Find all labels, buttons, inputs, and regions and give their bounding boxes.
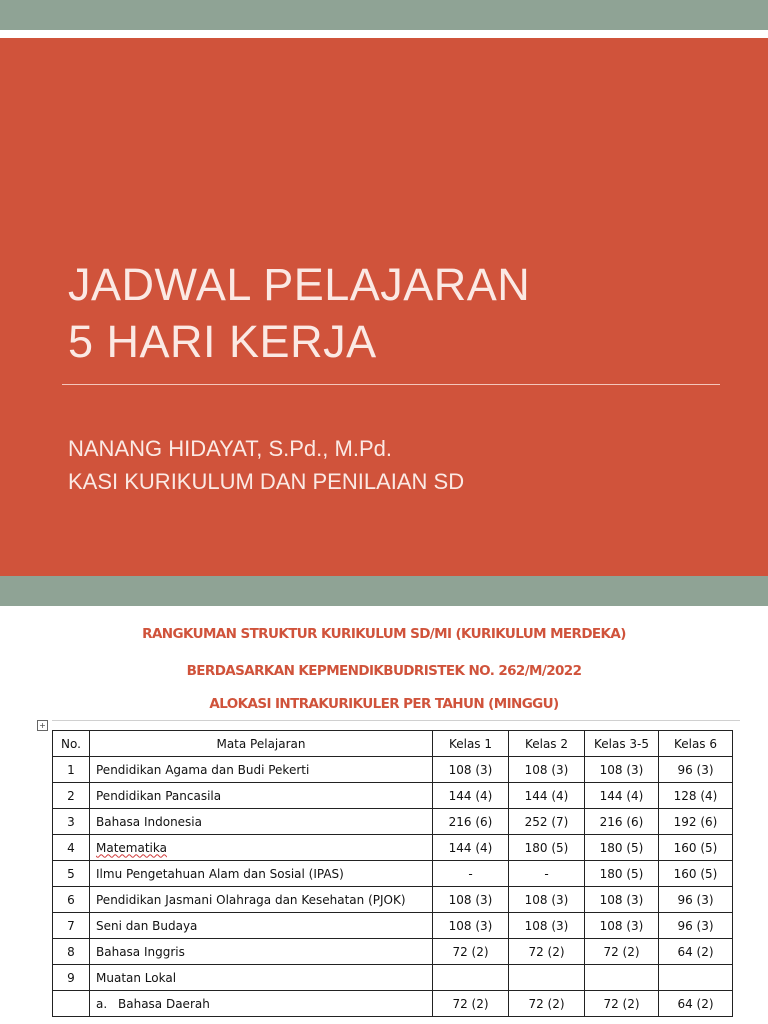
row-number — [53, 991, 90, 1017]
row-subject — [90, 835, 433, 861]
row-kelas-3-5: 108 (3) — [585, 887, 659, 913]
row-kelas-1: 144 (4) — [433, 783, 509, 809]
row-kelas-6: 192 (6) — [659, 809, 733, 835]
row-kelas-2: 108 (3) — [509, 757, 585, 783]
sub-item-bullet: a. — [96, 996, 108, 1011]
header-kelas-1: Kelas 1 — [433, 731, 509, 757]
table-row — [53, 809, 733, 835]
row-kelas-1: 72 (2) — [433, 991, 509, 1017]
row-kelas-3-5 — [585, 965, 659, 991]
row-kelas-6: 64 (2) — [659, 991, 733, 1017]
row-subject-text: Matematika — [96, 840, 167, 855]
row-kelas-6: 160 (5) — [659, 835, 733, 861]
row-kelas-3-5: 108 (3) — [585, 913, 659, 939]
row-kelas-3-5: 180 (5) — [585, 861, 659, 887]
row-subject: Bahasa Indonesia — [90, 809, 433, 835]
header-subject: Mata Pelajaran — [90, 731, 433, 757]
row-kelas-2: 72 (2) — [509, 991, 585, 1017]
row-kelas-1: 108 (3) — [433, 887, 509, 913]
row-kelas-2 — [509, 965, 585, 991]
row-subject: Bahasa Inggris — [90, 939, 433, 965]
row-kelas-3-5: 72 (2) — [585, 991, 659, 1017]
table-header-row — [53, 731, 733, 757]
table-row — [53, 783, 733, 809]
row-kelas-1: 72 (2) — [433, 939, 509, 965]
top-white-stripe — [0, 30, 768, 38]
row-kelas-3-5: 216 (6) — [585, 809, 659, 835]
row-number: 3 — [53, 809, 90, 835]
row-kelas-2: 144 (4) — [509, 783, 585, 809]
row-kelas-6: 96 (3) — [659, 757, 733, 783]
row-kelas-6: 96 (3) — [659, 913, 733, 939]
author-name: NANANG HIDAYAT, S.Pd., M.Pd. — [68, 436, 392, 461]
row-kelas-3-5: 72 (2) — [585, 939, 659, 965]
row-number: 1 — [53, 757, 90, 783]
row-kelas-1: 108 (3) — [433, 913, 509, 939]
table-row — [53, 939, 733, 965]
header-kelas-6: Kelas 6 — [659, 731, 733, 757]
middle-accent-band — [0, 576, 768, 606]
row-number: 6 — [53, 887, 90, 913]
slide-title — [68, 256, 530, 370]
header-kelas-3-5: Kelas 3-5 — [585, 731, 659, 757]
slide-subtitle — [68, 432, 464, 498]
row-number: 2 — [53, 783, 90, 809]
title-divider — [62, 384, 720, 385]
row-kelas-2: 108 (3) — [509, 913, 585, 939]
row-subject: Pendidikan Agama dan Budi Pekerti — [90, 757, 433, 783]
row-subject: Ilmu Pengetahuan Alam dan Sosial (IPAS) — [90, 861, 433, 887]
row-kelas-6: 64 (2) — [659, 939, 733, 965]
row-subject — [90, 991, 433, 1017]
sub-item-label: Bahasa Daerah — [118, 996, 210, 1011]
row-number: 7 — [53, 913, 90, 939]
row-kelas-2: 180 (5) — [509, 835, 585, 861]
document-heading-3: ALOKASI INTRAKURIKULER PER TAHUN (MINGGU) — [209, 696, 559, 712]
table-top-guide — [52, 720, 740, 721]
row-kelas-3-5: 180 (5) — [585, 835, 659, 861]
document-heading-1: RANGKUMAN STRUKTUR KURIKULUM SD/MI (KURIKULUM MERDEKA) — [142, 626, 626, 642]
row-kelas-1: 144 (4) — [433, 835, 509, 861]
row-number: 5 — [53, 861, 90, 887]
curriculum-table — [52, 730, 733, 1017]
row-kelas-6: 128 (4) — [659, 783, 733, 809]
row-kelas-3-5: 144 (4) — [585, 783, 659, 809]
slide-title-line-1: JADWAL PELAJARAN — [68, 259, 531, 310]
row-kelas-6: 160 (5) — [659, 861, 733, 887]
header-kelas-2: Kelas 2 — [509, 731, 585, 757]
row-kelas-2: 252 (7) — [509, 809, 585, 835]
row-kelas-1: - — [433, 861, 509, 887]
row-number: 9 — [53, 965, 90, 991]
row-kelas-2: 72 (2) — [509, 939, 585, 965]
row-subject: Muatan Lokal — [90, 965, 433, 991]
row-kelas-3-5: 108 (3) — [585, 757, 659, 783]
document-heading-2: BERDASARKAN KEPMENDIKBUDRISTEK NO. 262/M/2022 — [186, 663, 582, 679]
table-row — [53, 861, 733, 887]
table-row — [53, 835, 733, 861]
author-position: KASI KURIKULUM DAN PENILAIAN SD — [68, 469, 465, 494]
row-kelas-6 — [659, 965, 733, 991]
row-kelas-1: 216 (6) — [433, 809, 509, 835]
row-subject: Seni dan Budaya — [90, 913, 433, 939]
row-kelas-6: 96 (3) — [659, 887, 733, 913]
table-row — [53, 913, 733, 939]
row-number: 8 — [53, 939, 90, 965]
row-subject: Pendidikan Jasmani Olahraga dan Kesehatan (PJOK) — [90, 887, 433, 913]
row-kelas-2: 108 (3) — [509, 887, 585, 913]
table-row — [53, 887, 733, 913]
row-subject: Pendidikan Pancasila — [90, 783, 433, 809]
row-kelas-1: 108 (3) — [433, 757, 509, 783]
row-number: 4 — [53, 835, 90, 861]
table-row — [53, 757, 733, 783]
table-move-handle-icon[interactable]: + — [37, 720, 48, 731]
header-no: No. — [53, 731, 90, 757]
table-sub-row — [53, 991, 733, 1017]
top-accent-band — [0, 0, 768, 30]
table-row — [53, 965, 733, 991]
row-kelas-2: - — [509, 861, 585, 887]
slide-title-line-2: 5 HARI KERJA — [68, 316, 377, 367]
row-kelas-1 — [433, 965, 509, 991]
